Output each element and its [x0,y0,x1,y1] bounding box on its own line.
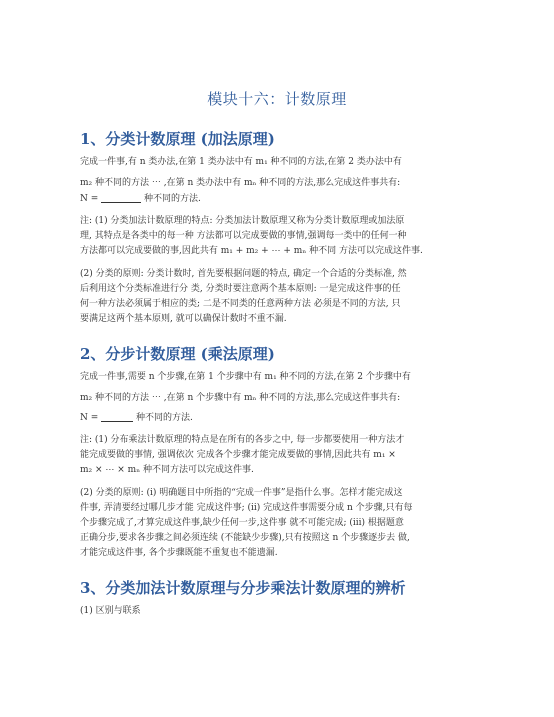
s2-principle-line-3: 个步骤完成了,才算完成这件事,缺少任何一步,这件事 就不可能完成; (iii) 根据题意 [80,518,404,528]
s1-principle-line-3: 何一种方法必须属于相应的类; 二是不同类的任意两种方法 必须是不同的方法, 只 [80,299,401,309]
s2-line-1: 完成一件事,需要 n 个步骤,在第 1 个步骤中有 m₁ 种不同的方法,在第 2 个步骤中有 [80,372,411,382]
s2-principle-line-5: 才能完成这件事, 各个步骤既能不重复也不能遗漏. [80,548,278,558]
s2-line-3-tail: 种不同的方法. [136,413,193,423]
s1-note-line-2: 理, 其特点是各类中的每一种 方法都可以完成要做的事情,强调每一类中的任何一种 [80,231,407,241]
s2-principle-line-2: 件事, 弄清要经过哪几步才能 完成这件事; (ii) 完成这件事需要分成 n 个步骤,只有每 [80,503,413,513]
s1-line-2: m₂ 种不同的方法 ⋯ ,在第 n 类办法中有 mₙ 种不同的方法,那么完成这件事共有: [80,178,401,188]
s2-principle-line-4: 正确分步,要求各步骤之间必须连续 (不能缺少步骤),只有按照这 n 个步骤逐步去 做, [80,533,410,543]
s2-principle-line-1: (2) 分类的原则: (i) 明确题目中所指的“完成一件事”是指什么事。怎样才能完成这 [80,488,403,498]
s2-line-2: m₂ 种不同的方法 ⋯ ,在第 n 个步骤中有 mₙ 种不同的方法,那么完成这件事共有: [80,393,401,403]
s1-line-3 [80,191,480,207]
s2-note-line-1: 注: (1) 分布乘法计数原理的特点是在所有的各步之中, 每一步都要使用一种方法才 [80,435,405,445]
s1-line-1: 完成一件事,有 n 类办法,在第 1 类办法中有 m₁ 种不同的方法,在第 2 类办法中有 [80,157,402,167]
s1-line-3-tail: 种不同的方法. [144,194,201,204]
s2-note-line-2: 能完成要做的事情, 强调依次 完成各个步骤才能完成要做的事情,因此共有 m₁ × [80,450,396,460]
s2-line-3 [80,410,480,426]
s1-principle-line-1: (2) 分类的原则: 分类计数时, 首先要根据问题的特点, 确定一个合适的分类标准, 然 [80,269,407,279]
s3-line-1: (1) 区别与联系 [80,606,141,616]
s1-principle-line-2: 后利用这个分类标准进行分 类, 分类时要注意两个基本原则: 一是完成这件事的任 [80,284,401,294]
section-heading-2: 2、分步计数原理 (乘法原理) [80,345,275,363]
formula-lhs: N = [80,413,99,423]
answer-blank [101,412,133,422]
s1-principle-line-4: 要满足这两个基本原则, 就可以确保计数时不重不漏. [80,314,287,324]
section-heading-3: 3、分类加法计数原理与分步乘法计数原理的辨析 [80,579,406,597]
s1-note-line-3: 方法都可以完成要做的事,因此共有 m₁ + m₂ + ⋯ + mₙ 种不同 方法可以完成这件事. [80,246,423,256]
page-title: 模块十六：计数原理 [207,90,347,108]
formula-lhs: N = [80,194,99,204]
section-heading-1: 1、分类计数原理 (加法原理) [80,130,275,148]
s1-note-line-1: 注: (1) 分类加法计数原理的特点: 分类加法计数原理又称为分类计数原理或加法原 [80,216,405,226]
s2-note-line-3: m₂ × ⋯ × mₙ 种不同方法可以完成这件事. [80,465,254,475]
answer-blank [101,193,141,203]
